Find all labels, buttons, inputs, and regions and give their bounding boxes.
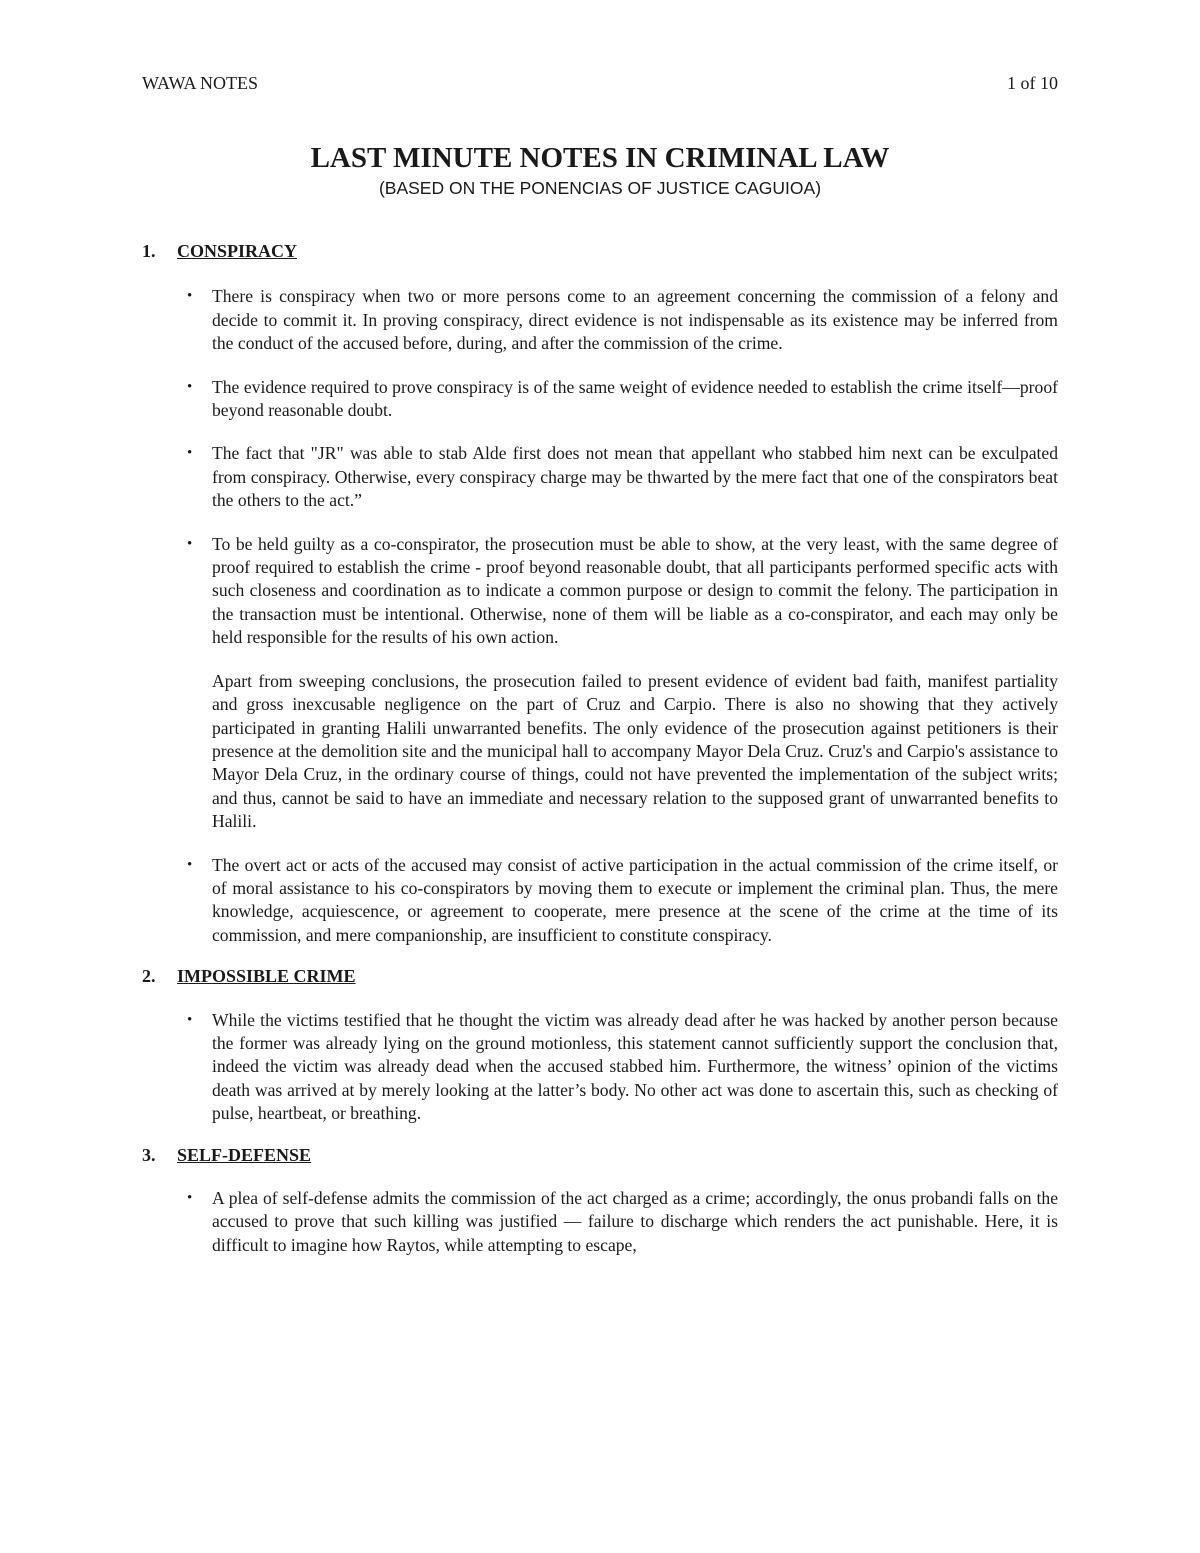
list-item-text: The fact that "JR" was able to stab Alde first does not mean that appellant who stabbed him next can be exculpated from conspiracy. Otherwise, every conspiracy charge may be thwarted by the mere fact that one of the conspirators beat the others to the act.” — [212, 443, 1058, 511]
section-number: 2. — [142, 966, 156, 987]
section-heading-self-defense — [142, 1144, 1058, 1167]
document-title: LAST MINUTE NOTES IN CRIMINAL LAW — [310, 142, 890, 174]
bullet-icon: • — [187, 1011, 193, 1028]
list-item — [142, 1009, 1058, 1126]
section-number: 3. — [142, 1144, 156, 1165]
list-item — [142, 1187, 1058, 1257]
running-header-left: WAWA NOTES — [142, 73, 259, 93]
bullet-icon: • — [187, 445, 193, 462]
bullet-icon: • — [187, 1190, 193, 1206]
bullet-icon: • — [187, 378, 193, 395]
list-item — [142, 533, 1058, 650]
list-item — [142, 854, 1058, 948]
paragraph: Apart from sweeping conclusions, the prosecution failed to present evidence of evident bad faith, manifest partiality and gross inexcusable negligence on the part of Cruz and Carpio. There is also no showing that they actively participated in granting Halili unwarranted benefits. The only evidence of the prosecution against petitioners is their presence at the demolition site and the municipal hall to accompany Mayor Dela Cruz. Cruz's and Carpio's assistance to Mayor Dela Cruz, in the ordinary course of things, could not have prevented the implementation of the subject writs; and thus, cannot be said to have an immediate and necessary relation to the supposed grant of unwarranted benefits to Halili. — [212, 670, 1058, 832]
document-subtitle: (BASED ON THE PONENCIAS OF JUSTICE CAGUIOA) — [378, 178, 822, 198]
list-item — [142, 442, 1058, 512]
list-item — [142, 376, 1058, 423]
list-item-text: While the victims testified that he thought the victim was already dead after he was hacked by another person because the former was already lying on the ground motionless, this statement cannot sufficiently support the conclusion that, indeed the victim was already dead when the accused stabbed him. Furthermore, the witness’ opinion of the victims death was arrived at by merely looking at the latter’s body. No other act was done to ascertain this, such as checking of pulse, heartbeat, or breathing. — [212, 1009, 1058, 1124]
list-item-text: The evidence required to prove conspiracy is of the same weight of evidence needed to establish the crime itself—proof beyond reasonable doubt. — [212, 376, 1058, 421]
section-heading-impossible-crime — [142, 965, 1058, 988]
list-item — [142, 285, 1058, 355]
bullet-icon: • — [187, 856, 193, 873]
list-item-text: There is conspiracy when two or more persons come to an agreement concerning the commission of a felony and decide to commit it. In proving conspiracy, direct evidence is not indispensable as its existence may be inferred from the conduct of the accused before, during, and after the commission of the crime. — [212, 286, 1058, 354]
page-number: 1 of 10 — [1007, 73, 1058, 93]
document-body — [142, 240, 1058, 1257]
bullet-icon: • — [187, 535, 193, 552]
section-number: 1. — [142, 241, 156, 261]
list-item-text: A plea of self-defense admits the commission of the act charged as a crime; accordingly, the onus probandi falls on the accused to prove that such killing was justified — failure to discharge which renders the act punishable. Here, it is difficult to imagine how Raytos, while attempting to escape, — [212, 1188, 1058, 1255]
bullet-icon: • — [187, 288, 193, 305]
section-title: SELF-DEFENSE — [177, 1144, 312, 1165]
list-item-text: The overt act or acts of the accused may consist of active participation in the actual commission of the crime itself, or of moral assistance to his co-conspirators by moving them to execute or implement the criminal plan. Thus, the mere knowledge, acquiescence, or agreement to cooperate, mere presence at the scene of the crime at the time of its commission, and mere companionship, are insufficient to constitute conspiracy. — [212, 854, 1058, 945]
list-item-text: To be held guilty as a co-conspirator, the prosecution must be able to show, at the very least, with the same degree of proof required to establish the crime - proof beyond reasonable doubt, that all participants performed specific acts with such closeness and coordination as to indicate a common purpose or design to commit the felony. The participation in the transaction must be intentional. Otherwise, none of them will be liable as a co-conspirator, and each may only be held responsible for the results of his own action. — [212, 533, 1058, 648]
section-heading-conspiracy — [142, 240, 1058, 263]
section-title: IMPOSSIBLE CRIME — [177, 966, 356, 987]
section-title: CONSPIRACY — [177, 241, 298, 261]
